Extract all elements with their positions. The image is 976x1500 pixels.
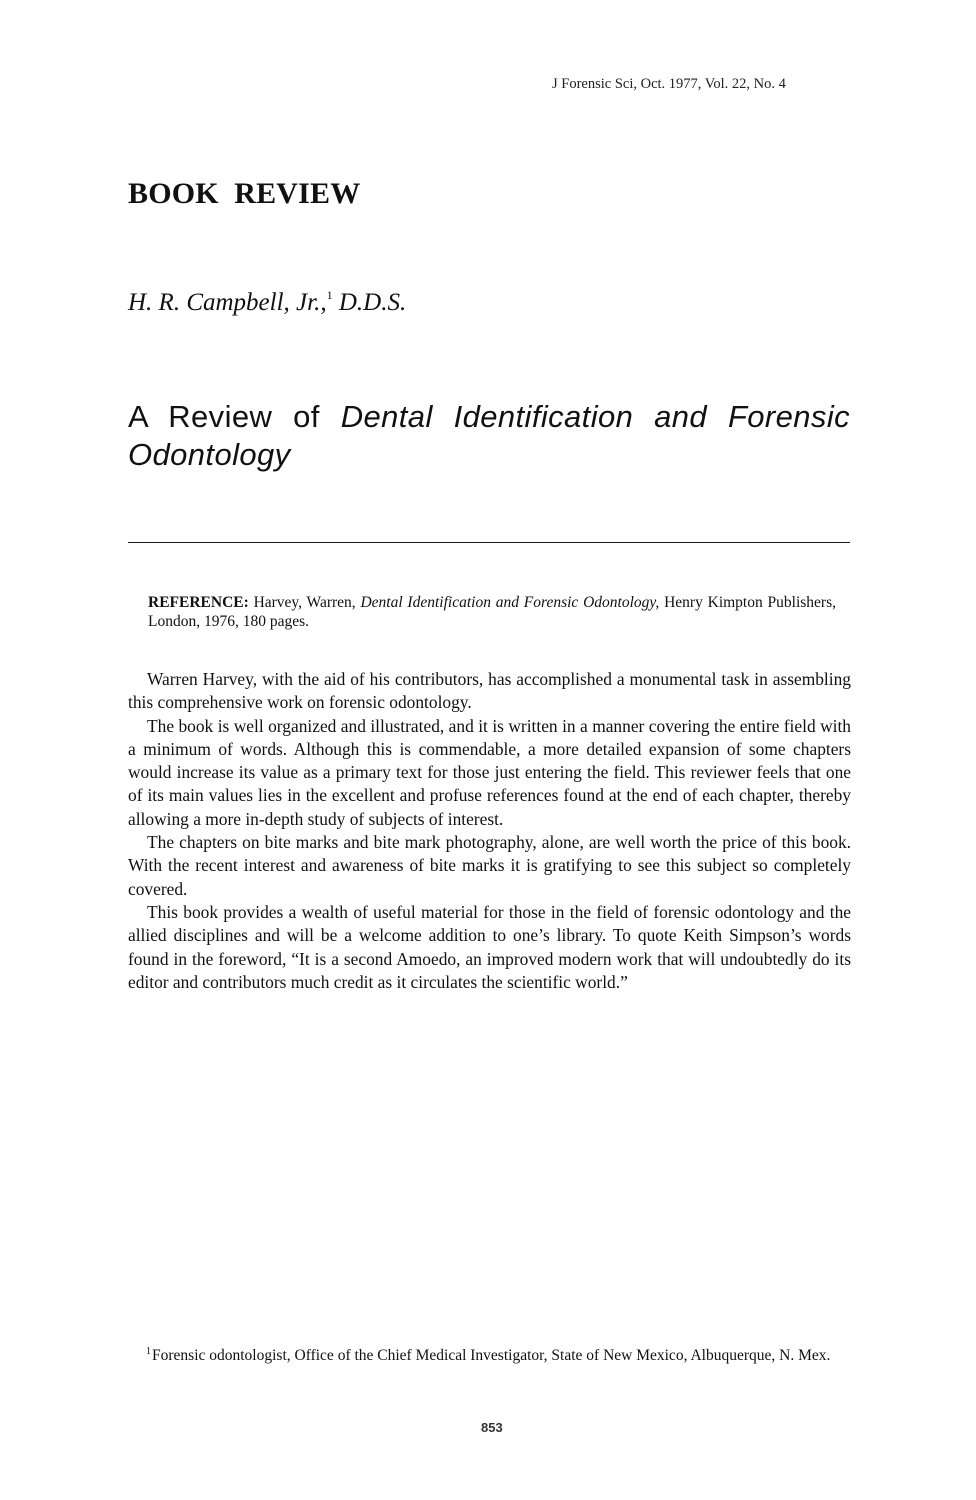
reference-block xyxy=(148,593,836,631)
reference-author: Harvey, Warren, xyxy=(253,594,356,611)
reference-label: REFERENCE: xyxy=(148,594,249,611)
article-title xyxy=(128,398,850,474)
footnote-paragraph xyxy=(128,1342,854,1366)
title-divider xyxy=(128,542,850,543)
author-footnote-mark: 1 xyxy=(326,288,333,302)
body-paragraph: The chapters on bite marks and bite mark photography, alone, are well worth the price of this book. With the recent interest and awareness of bite marks it is gratifying to see this subject so completely covered. xyxy=(128,832,851,899)
article-title-prefix: A Review of xyxy=(128,399,320,434)
body-paragraph: Warren Harvey, with the aid of his contributors, has accomplished a monumental task in assembling this comprehensive work on forensic odontology. xyxy=(128,669,851,713)
page-number: 853 xyxy=(481,1420,503,1435)
author-name: H. R. Campbell, Jr., xyxy=(128,289,327,316)
footnote xyxy=(128,1342,854,1366)
author-byline xyxy=(128,288,406,317)
reference-book-title: Dental Identification and Forensic Odontology, xyxy=(360,594,660,611)
review-body xyxy=(128,668,851,994)
body-paragraph: The book is well organized and illustrated, and it is written in a manner covering the entire field with a minimum of words. Although this is commendable, a more detailed expansion of some chapters would increase its value as a primary text for those just entering the field. This reviewer feels that one of its main values lies in the excellent and profuse references found at the end of each chapter, thereby allowing a more in-depth study of subjects of interest. xyxy=(128,715,851,829)
section-title: BOOK REVIEW xyxy=(128,177,361,210)
article-title-italic: Dental Identification and Forensic Odontology xyxy=(128,399,851,472)
footnote-mark: 1 xyxy=(146,1346,151,1357)
author-degree: D.D.S. xyxy=(338,289,407,316)
footnote-text: Forensic odontologist, Office of the Chief Medical Investigator, State of New Mexico, Albuquerque, N. Mex. xyxy=(152,1347,831,1364)
running-head: J Forensic Sci, Oct. 1977, Vol. 22, No. 4 xyxy=(552,76,786,92)
reference-publication: Henry Kimpton Publishers, London, 1976, 180 pages. xyxy=(148,594,836,630)
body-paragraph: This book provides a wealth of useful material for those in the field of forensic odontology and the allied disciplines and will be a welcome addition to one’s library. To quote Keith Simpson’s words found in the foreword, “It is a second Amoedo, an improved modern work that will undoubtedly do its editor and contributors much credit as it circulates the scientific world.” xyxy=(128,901,851,992)
